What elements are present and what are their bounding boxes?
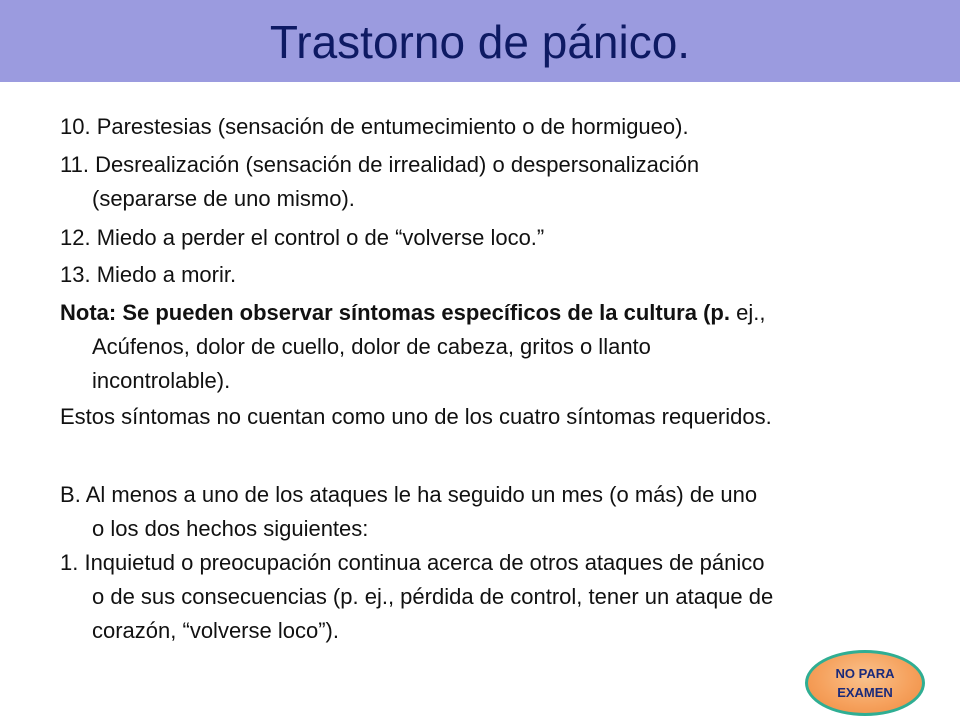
item-10 [60,110,930,144]
item-1 [60,546,930,648]
badge-line1: NO PARA [835,666,895,681]
nota-line3: incontrolable). [92,368,231,393]
item-12 [60,221,930,255]
item-11 [60,148,930,216]
badge-line2: EXAMEN [837,685,893,700]
nota-bold-text: Nota: Se pueden observar síntomas específicos de la cultura (p. [60,300,730,325]
no-para-examen-badge[interactable] [805,650,925,716]
nota-line2: Acúfenos, dolor de cuello, dolor de cabeza, gritos o llanto [92,334,651,359]
item-12-text: 12. Miedo a perder el control o de “volverse loco.” [60,225,545,250]
nota-paragraph [60,296,930,398]
criterion-b [60,478,930,546]
criterion-b-line2: o los dos hechos siguientes: [92,516,369,541]
item-11-line2: (separarse de uno mismo). [92,186,355,211]
slide-title: Trastorno de pánico. [269,16,691,68]
nota-line1 [60,296,930,330]
criterion-b-letter: B [60,482,75,507]
criterion-b-line1 [60,478,930,512]
estos-paragraph [60,400,930,434]
item-13-text: 13. Miedo a morir. [60,262,237,287]
title-bar [0,0,960,82]
item-11-line1: 11. Desrealización (sensación de irrealidad) o despersonalización [60,152,700,177]
estos-text: Estos síntomas no cuentan como uno de los cuatro síntomas requeridos. [60,404,772,429]
criterion-b-rest: . Al menos a uno de los ataques le ha seguido un mes (o más) de uno [74,482,758,507]
nota-rest-text: ej., [729,300,766,325]
item-1-line2: o de sus consecuencias (p. ej., pérdida de control, tener un ataque de [92,584,774,609]
item-1-line1: 1. Inquietud o preocupación continua acerca de otros ataques de pánico [60,550,765,575]
item-1-line3: corazón, “volverse loco”). [92,618,339,643]
item-10-text: 10. Parestesias (sensación de entumecimiento o de hormigueo). [60,114,689,139]
item-13 [60,258,930,292]
